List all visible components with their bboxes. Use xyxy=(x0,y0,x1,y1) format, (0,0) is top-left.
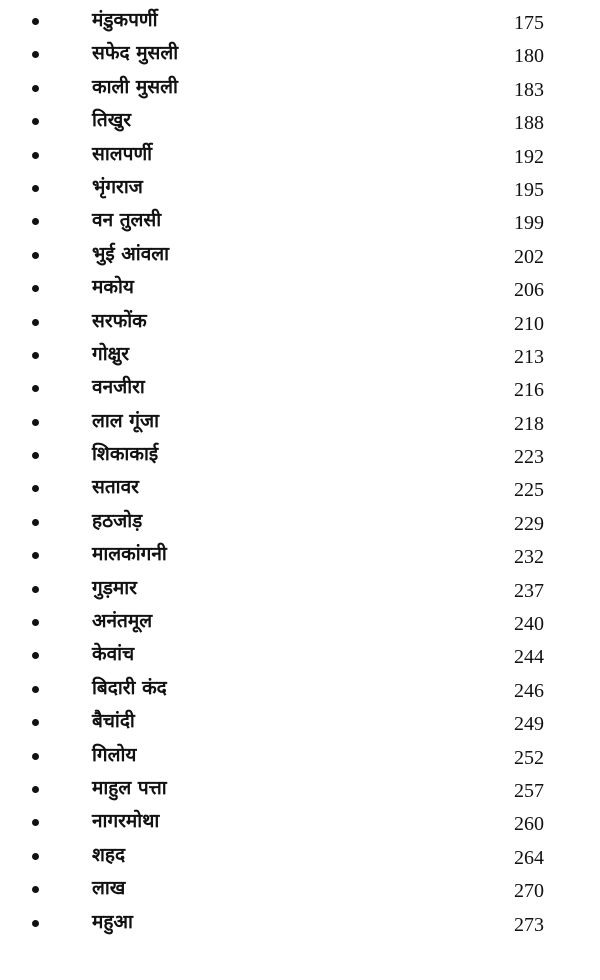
bullet-icon xyxy=(32,452,39,459)
toc-entry-page-number: 260 xyxy=(514,813,544,836)
toc-entry-title: केवांच xyxy=(92,643,135,666)
toc-entry-page-number: 249 xyxy=(514,713,544,736)
bullet-icon xyxy=(32,252,39,259)
bullet-icon xyxy=(32,152,39,159)
toc-entry xyxy=(0,841,600,874)
toc-entry xyxy=(0,540,600,573)
bullet-icon xyxy=(32,652,39,659)
toc-entry xyxy=(0,707,600,740)
table-of-contents xyxy=(0,6,600,941)
toc-entry-title: मंडुकपर्णी xyxy=(92,9,158,31)
toc-entry-title: वन तुलसी xyxy=(92,209,162,232)
toc-entry xyxy=(0,440,600,473)
toc-entry-page-number: 232 xyxy=(514,546,544,569)
bullet-icon xyxy=(32,185,39,192)
toc-entry-title: शिकाकाई xyxy=(92,443,159,466)
bullet-icon xyxy=(32,485,39,492)
toc-entry-page-number: 257 xyxy=(514,779,544,802)
toc-entry xyxy=(0,407,600,440)
toc-entry xyxy=(0,741,600,774)
toc-entry-page-number: 210 xyxy=(514,312,544,335)
bullet-icon xyxy=(32,419,39,426)
toc-entry-title: माहुल पत्ता xyxy=(92,776,167,799)
toc-entry xyxy=(0,473,600,506)
toc-entry-title: सरफोंक xyxy=(92,309,147,332)
toc-entry-title: बैचांदी xyxy=(92,710,135,733)
toc-entry-title: हठजोड़ xyxy=(92,509,143,532)
bullet-icon xyxy=(32,385,39,392)
toc-entry-page-number: 244 xyxy=(514,646,544,669)
toc-entry xyxy=(0,640,600,673)
bullet-icon xyxy=(32,85,39,92)
toc-entry-title: शहद xyxy=(92,843,126,866)
bullet-icon xyxy=(32,552,39,559)
toc-entry xyxy=(0,774,600,807)
toc-entry xyxy=(0,507,600,540)
toc-entry-title: काली मुसली xyxy=(92,75,178,98)
toc-entry-page-number: 240 xyxy=(514,613,544,636)
toc-entry xyxy=(0,273,600,306)
bullet-icon xyxy=(32,319,39,326)
toc-entry-title: सतावर xyxy=(92,476,139,499)
toc-entry xyxy=(0,674,600,707)
toc-entry-page-number: 213 xyxy=(514,345,544,368)
toc-entry-page-number: 223 xyxy=(514,446,544,469)
toc-entry xyxy=(0,240,600,273)
toc-entry-title: भुई आंवला xyxy=(92,242,170,265)
toc-entry-page-number: 246 xyxy=(514,679,544,702)
toc-entry-title: सालपर्णी xyxy=(92,142,153,165)
toc-entry-page-number: 195 xyxy=(514,178,544,201)
toc-entry-title: भृंगराज xyxy=(92,175,143,198)
toc-entry-page-number: 252 xyxy=(514,746,544,769)
bullet-icon xyxy=(32,586,39,593)
bullet-icon xyxy=(32,218,39,225)
toc-entry-page-number: 225 xyxy=(514,479,544,502)
toc-entry xyxy=(0,340,600,373)
toc-entry xyxy=(0,173,600,206)
toc-entry-title: गिलोय xyxy=(92,743,137,766)
toc-entry xyxy=(0,807,600,840)
toc-entry-title: गुड़मार xyxy=(92,576,137,599)
bullet-icon xyxy=(32,686,39,693)
toc-entry xyxy=(0,307,600,340)
toc-entry-page-number: 216 xyxy=(514,379,544,402)
bullet-icon xyxy=(32,519,39,526)
toc-entry-title: अनंतमूल xyxy=(92,610,153,633)
toc-entry-title: लाल गूंजा xyxy=(92,409,160,432)
toc-entry-title: नागरमोथा xyxy=(92,810,160,833)
toc-entry xyxy=(0,607,600,640)
toc-entry-title: लाख xyxy=(92,877,126,900)
toc-entry xyxy=(0,206,600,239)
toc-entry xyxy=(0,6,600,39)
toc-entry-title: महुआ xyxy=(92,910,133,933)
toc-entry-page-number: 192 xyxy=(514,145,544,168)
toc-entry-page-number: 180 xyxy=(514,45,544,68)
bullet-icon xyxy=(32,619,39,626)
bullet-icon xyxy=(32,352,39,359)
toc-entry-title: मकोय xyxy=(92,276,134,299)
toc-entry xyxy=(0,373,600,406)
toc-entry-page-number: 273 xyxy=(514,913,544,936)
bullet-icon xyxy=(32,285,39,292)
toc-entry xyxy=(0,140,600,173)
bullet-icon xyxy=(32,753,39,760)
toc-entry-page-number: 237 xyxy=(514,579,544,602)
bullet-icon xyxy=(32,51,39,58)
toc-entry-title: सफेद मुसली xyxy=(92,42,179,65)
toc-entry xyxy=(0,574,600,607)
toc-entry-page-number: 206 xyxy=(514,279,544,302)
toc-entry-title: तिखुर xyxy=(92,109,132,132)
bullet-icon xyxy=(32,719,39,726)
toc-entry-page-number: 218 xyxy=(514,412,544,435)
bullet-icon xyxy=(32,118,39,125)
bullet-icon xyxy=(32,18,39,25)
toc-entry-page-number: 199 xyxy=(514,212,544,235)
bullet-icon xyxy=(32,853,39,860)
toc-entry-page-number: 175 xyxy=(514,12,544,34)
toc-entry-page-number: 202 xyxy=(514,245,544,268)
bullet-icon xyxy=(32,886,39,893)
toc-entry-page-number: 270 xyxy=(514,880,544,903)
toc-entry xyxy=(0,39,600,72)
bullet-icon xyxy=(32,786,39,793)
toc-entry xyxy=(0,874,600,907)
toc-entry-title: बिदारी कंद xyxy=(92,676,167,699)
bullet-icon xyxy=(32,819,39,826)
bullet-icon xyxy=(32,920,39,927)
toc-entry-page-number: 188 xyxy=(514,112,544,135)
toc-entry-page-number: 183 xyxy=(514,78,544,101)
toc-entry-page-number: 264 xyxy=(514,846,544,869)
toc-entry xyxy=(0,908,600,941)
toc-entry xyxy=(0,106,600,139)
toc-entry-title: वनजीरा xyxy=(92,376,145,399)
toc-entry-title: मालकांगनी xyxy=(92,543,167,566)
toc-entry xyxy=(0,73,600,106)
toc-entry-title: गोक्षुर xyxy=(92,342,130,365)
toc-entry-page-number: 229 xyxy=(514,512,544,535)
